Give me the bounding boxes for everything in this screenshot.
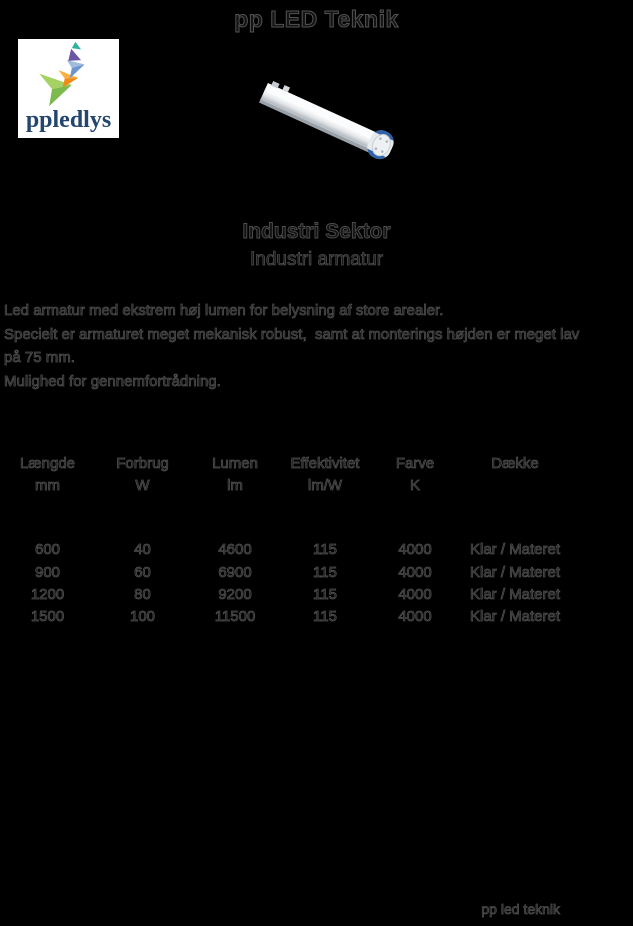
cell-daekke: Klar / Materet bbox=[469, 563, 561, 581]
cell-forbrug: 60 bbox=[134, 563, 151, 581]
company-logo bbox=[18, 39, 119, 138]
cell-spacer bbox=[570, 539, 633, 561]
cell-effektivitet: 115 bbox=[313, 585, 337, 603]
cell-lumen: 6900 bbox=[218, 563, 252, 581]
cell-farve: 4000 bbox=[398, 608, 432, 626]
table-row bbox=[0, 606, 633, 628]
cell-spacer bbox=[570, 584, 633, 606]
description-line: Led armatur med ekstrem høj lumen for belysning af store arealer. bbox=[4, 302, 444, 319]
footer-brand: pp led teknik bbox=[481, 901, 560, 917]
cell-daekke: Klar / Materet bbox=[469, 608, 561, 626]
spec-table-body bbox=[0, 539, 633, 628]
spec-table-header bbox=[0, 453, 633, 497]
section-heading: Industri Sektor bbox=[242, 220, 391, 243]
product-description bbox=[4, 299, 632, 393]
table-row bbox=[0, 584, 633, 606]
cell-farve: 4000 bbox=[398, 541, 432, 559]
cell-forbrug: 80 bbox=[134, 585, 151, 603]
column-header-laengde: Længde mm bbox=[19, 455, 76, 495]
table-row bbox=[0, 562, 633, 584]
cell-effektivitet: 115 bbox=[313, 563, 337, 581]
product-photo-led-fixture-icon bbox=[256, 78, 406, 168]
column-header-lumen: Lumen lm bbox=[212, 455, 258, 495]
column-header-farve: Farve K bbox=[395, 455, 435, 495]
cell-effektivitet: 115 bbox=[313, 541, 337, 559]
description-line: Mulighed for gennemfortrådning. bbox=[4, 372, 221, 390]
cell-daekke: Klar / Materet bbox=[469, 585, 561, 603]
logo-wordmark: ppledlys bbox=[25, 107, 112, 133]
cell-daekke: Klar / Materet bbox=[469, 541, 561, 559]
cell-lumen: 11500 bbox=[214, 608, 256, 626]
cell-lumen: 9200 bbox=[218, 585, 252, 603]
column-header-spacer bbox=[570, 453, 633, 497]
cell-farve: 4000 bbox=[398, 585, 432, 603]
cell-laengde: 1200 bbox=[30, 585, 65, 603]
spec-table bbox=[0, 453, 633, 628]
cell-farve: 4000 bbox=[398, 563, 432, 581]
cell-laengde: 1500 bbox=[30, 608, 65, 626]
cell-spacer bbox=[570, 562, 633, 584]
cell-spacer bbox=[570, 606, 633, 628]
cell-lumen: 4600 bbox=[218, 541, 252, 559]
subsection-heading: Industri armatur bbox=[249, 249, 384, 270]
column-header-forbrug: Forbrug W bbox=[116, 455, 169, 495]
column-header-effektivitet: Effektivitet lm/W bbox=[290, 455, 360, 495]
description-line: på 75 mm. bbox=[4, 349, 75, 366]
cell-forbrug: 40 bbox=[134, 541, 151, 559]
table-row bbox=[0, 539, 633, 561]
cell-laengde: 600 bbox=[34, 541, 61, 559]
cell-effektivitet: 115 bbox=[313, 608, 337, 626]
description-line: Specielt er armaturet meget mekanisk robust, samt at monterings højden er meget lav bbox=[4, 325, 580, 343]
column-header-daekke: Dække bbox=[491, 455, 539, 472]
cell-laengde: 900 bbox=[34, 563, 61, 581]
cell-forbrug: 100 bbox=[129, 608, 156, 626]
logo-bird-icon bbox=[31, 41, 107, 109]
page-title: pp LED Teknik bbox=[234, 6, 399, 32]
